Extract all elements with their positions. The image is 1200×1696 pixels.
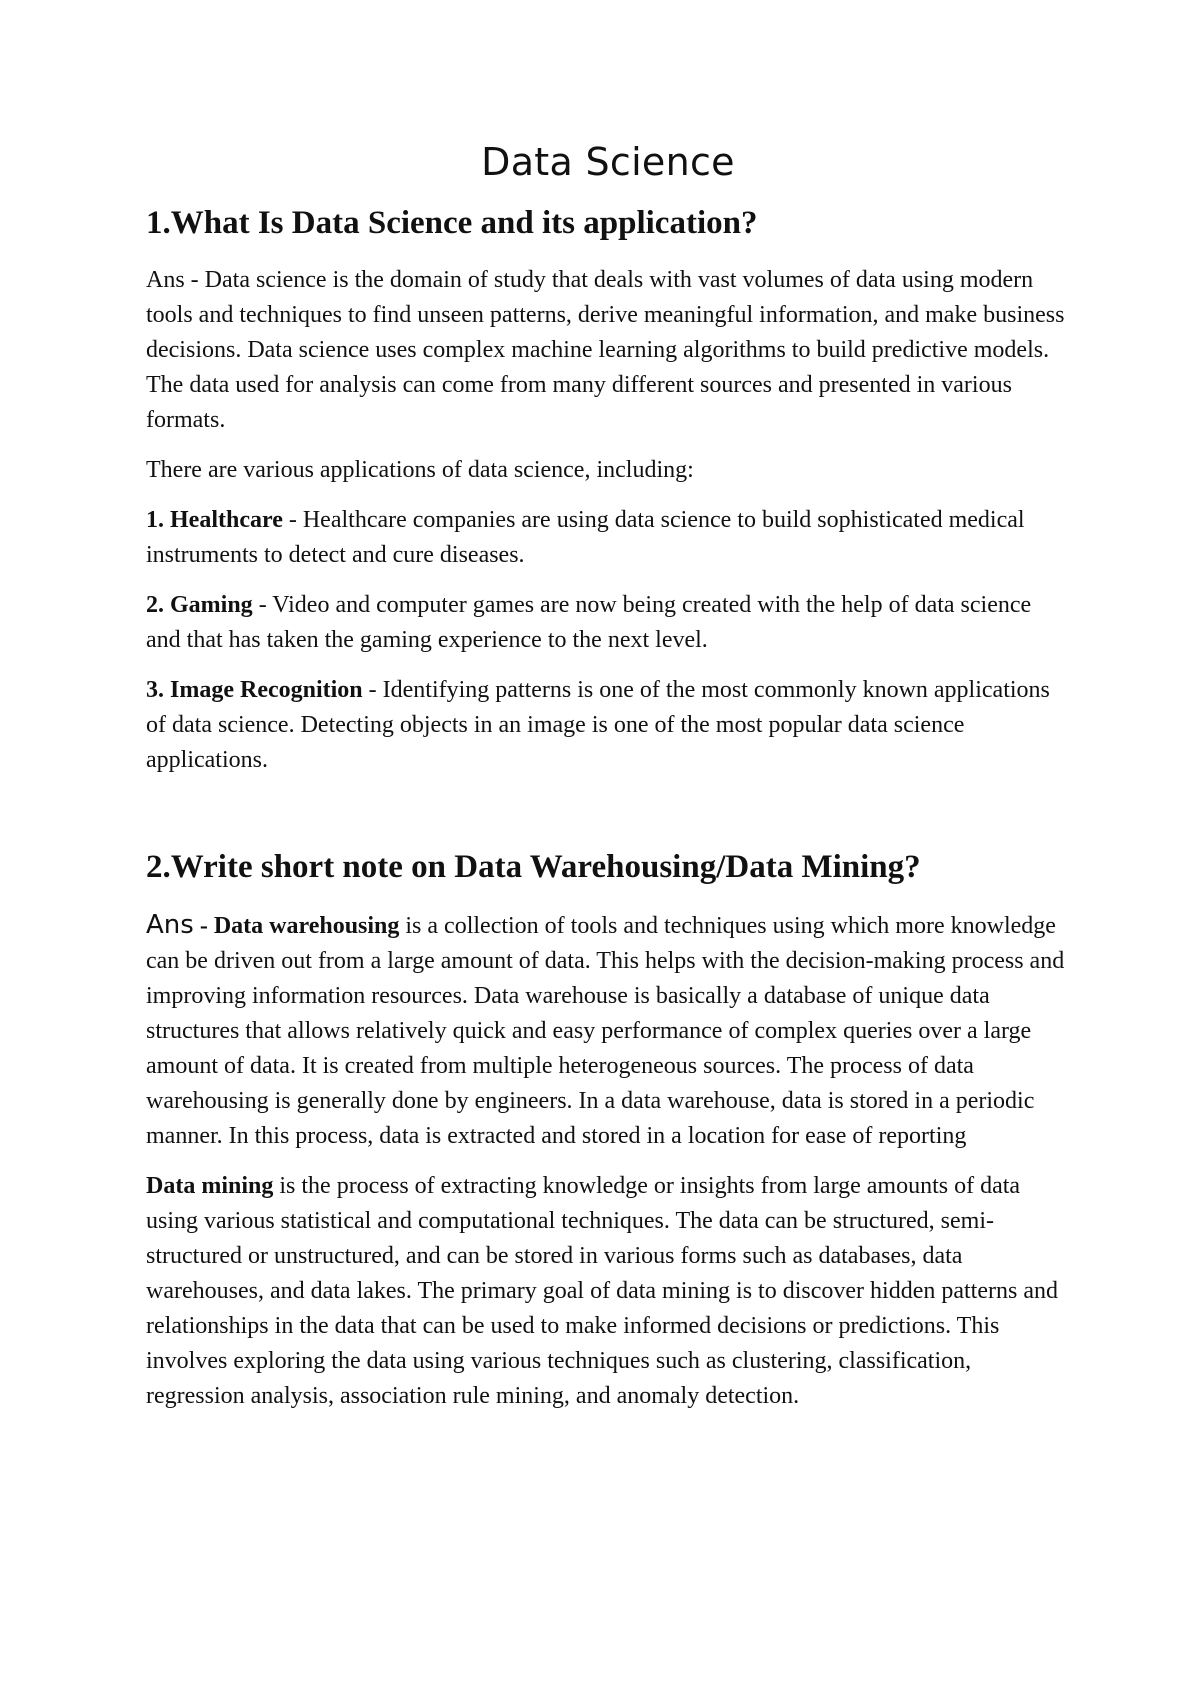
data-warehousing-term: Data warehousing [213,912,400,939]
data-mining-text: is the process of extracting knowledge or insights from large amounts of data using various statistical and computational techniques. The data can be structured, semi-structured or unstructured, and can be stored in various forms such as databases, data warehouses, and data lakes. The primary goal of data mining is to discover hidden patterns and relationships in the data that can be used to make informed decisions or predictions. This involves exploring the data using various techniques such as clustering, classification, regression analysis, association rule mining, and anomaly detection. [146,1172,1058,1409]
application-text: - Healthcare companies are using data science to build sophisticated medical instruments to detect and cure diseases. [146,507,1025,569]
question-2-heading: 2.Write short note on Data Warehousing/Data Mining? [146,849,921,886]
answer-separator: - [193,912,214,939]
question-1-heading: 1.What Is Data Science and its application? [146,204,758,241]
application-term: 1. Healthcare [146,507,283,534]
document-title: Data Science [481,140,735,184]
application-term: 2. Gaming [146,592,253,619]
application-text: - Identifying patterns is one of the most commonly known applications of data science. Detecting objects in an image is one of the most popular data science applications. [146,677,1050,774]
data-warehousing-text: is a collection of tools and techniques using which more knowledge can be driven out from a large amount of data. This helps with the decision-making process and improving information resources. Data warehouse is basically a database of unique data structures that allows relatively quick and easy performance of complex queries over a large amount of data. It is created from multiple heterogeneous sources. The process of data warehousing is generally done by engineers. In a data warehouse, data is stored in a periodic manner. In this process, data is extracted and stored in a location for ease of reporting [146,912,1065,1149]
application-item-healthcare [146,503,1070,573]
application-item-image-recognition [146,673,1070,778]
applications-intro: There are various applications of data science, including: [146,457,694,484]
answer-lead: Ans [146,909,194,940]
data-mining-paragraph [146,1169,1070,1414]
application-text: - Video and computer games are now being created with the help of data science and that has taken the gaming experience to the next level. [146,592,1032,654]
application-item-gaming [146,588,1070,658]
application-term: 3. Image Recognition [146,677,363,704]
data-warehousing-paragraph [146,908,1070,1154]
data-mining-term: Data mining [146,1172,274,1199]
question-1-answer: Ans - Data science is the domain of study that deals with vast volumes of data using modern tools and techniques to find unseen patterns, derive meaningful information, and make business decisions. Data science uses complex machine learning algorithms to build predictive models. The data used for analysis can come from many different sources and presented in various formats. [146,267,1065,434]
